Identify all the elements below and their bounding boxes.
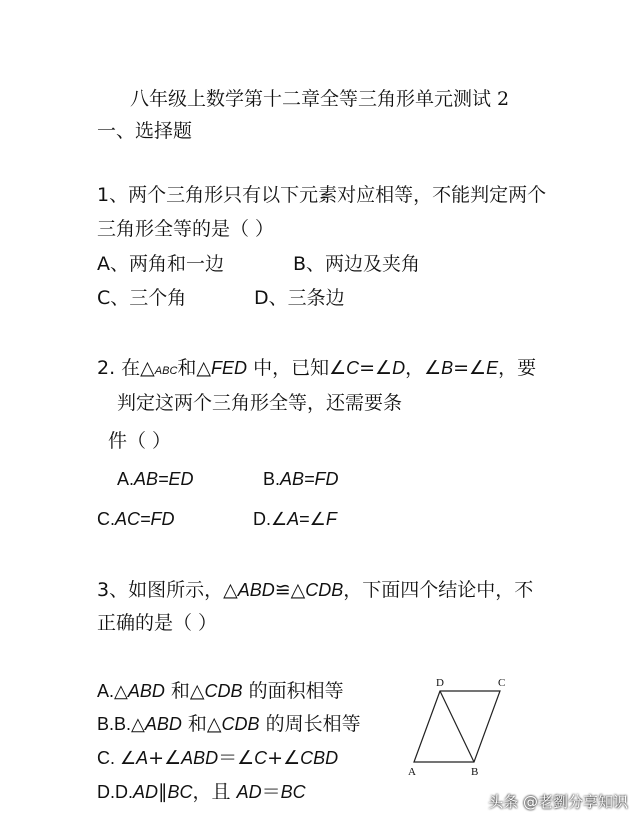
vertex-label-c: C [498, 677, 506, 689]
parallelogram-figure [400, 674, 520, 784]
q2-option-d: D.∠A=∠F [253, 509, 337, 529]
vertex-label-d: D [436, 677, 444, 689]
q1-stem-line1: 1、两个三角形只有以下元素对应相等，不能判定两个 [97, 184, 547, 206]
q1-option-a: A、两角和一边 [97, 253, 224, 275]
q2-option-a: A.AB=ED [117, 469, 194, 489]
q1-stem-line2: 三角形全等的是（ ） [97, 218, 275, 240]
q3-option-d: D.D.AD∥BC，且 AD＝BC [97, 781, 306, 803]
q3-option-c: C. ∠A+∠ABD＝∠C+∠CBD [97, 747, 339, 769]
q1-option-d: D、三条边 [254, 287, 345, 309]
q2-stem-line2: 判定这两个三角形全等，还需要条 [117, 392, 403, 414]
page-title: 八年级上数学第十二章全等三角形单元测试 2 [130, 88, 510, 110]
watermark: 头条 @老劉分享知识 [488, 793, 628, 811]
q1-option-c: C、三个角 [97, 287, 187, 309]
q3-option-b: B.B.△ABD 和△CDB 的周长相等 [97, 713, 361, 735]
diagonal-db [440, 691, 474, 762]
vertex-label-a: A [408, 766, 416, 778]
q2-stem-line1: 2. 在△ABC和△FED 中，已知∠C=∠D，∠B=∠E，要 [97, 357, 537, 379]
q1-option-b: B、两边及夹角 [293, 253, 421, 275]
q3-option-a: A.△ABD 和△CDB 的面积相等 [97, 680, 344, 702]
q2-option-c: C.AC=FD [97, 509, 175, 529]
q2-stem-line3: 件（ ） [108, 430, 172, 452]
q2-option-b: B.AB=FD [263, 469, 339, 489]
vertex-label-b: B [471, 766, 479, 778]
q3-stem-line1: 3、如图所示，△ABD≌△CDB，下面四个结论中，不 [97, 579, 534, 601]
q3-stem-line2: 正确的是（ ） [97, 612, 218, 634]
section-heading: 一、选择题 [97, 120, 193, 142]
